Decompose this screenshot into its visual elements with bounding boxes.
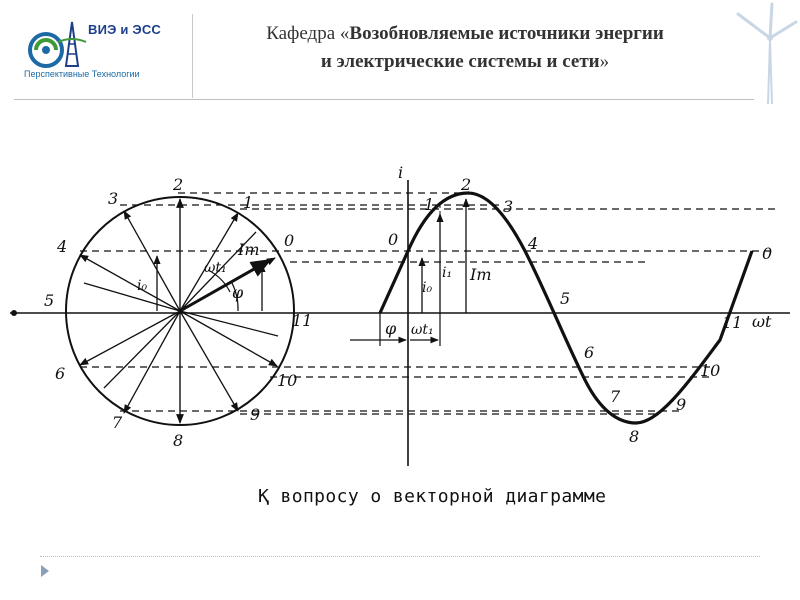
footer-rule xyxy=(40,556,760,557)
circle-label-11: 11 xyxy=(292,311,313,330)
circle-label-1: 1 xyxy=(243,193,254,212)
wind-turbine-icon xyxy=(728,0,800,104)
diagram-caption: Қ вопросу о векторной диаграмме xyxy=(258,486,607,507)
label-im-circle: Im xyxy=(238,240,260,259)
title-bold-line-2: и электрические системы и сети xyxy=(320,51,600,72)
label-i-axis: i xyxy=(398,163,404,182)
label-i0-wave: i₀ xyxy=(422,280,433,296)
circle-label-9: 9 xyxy=(250,405,261,424)
circle-label-4: 4 xyxy=(57,237,68,256)
title-bold-line-1: Возобновляемые источники энергии xyxy=(349,23,664,44)
wave-label-4: 4 xyxy=(528,234,539,253)
logo-subtitle: Перспективные Технологии xyxy=(24,69,140,79)
axis-origin-dot xyxy=(11,310,17,316)
title-prefix: Кафедра « xyxy=(266,23,350,44)
wave-label-0: 0 xyxy=(388,230,399,249)
page-title xyxy=(200,20,730,76)
label-phi-circle: φ xyxy=(232,283,244,302)
circle-label-3: 3 xyxy=(108,189,119,208)
wave-label-10: 10 xyxy=(700,361,721,380)
wave-label-0-end: 0 xyxy=(762,244,773,263)
circle-label-8: 8 xyxy=(173,431,184,450)
label-i1-wave: i₁ xyxy=(442,265,453,281)
wave-label-2: 2 xyxy=(461,175,472,194)
circle-label-7: 7 xyxy=(112,413,123,432)
circle-label-10: 10 xyxy=(277,371,298,390)
wave-point-labels xyxy=(385,175,772,446)
wave-label-6: 6 xyxy=(584,343,595,362)
logo-brand-text: ВИЭ и ЭСС xyxy=(88,22,162,37)
label-wt1-circle: ωt₁ xyxy=(204,260,227,276)
sine-wave-curve xyxy=(380,193,752,423)
wave-label-7: 7 xyxy=(610,387,621,406)
wave-label-11: 11 xyxy=(722,313,743,332)
circle-label-5: 5 xyxy=(44,291,55,310)
label-phi-wave: φ xyxy=(385,319,397,338)
wave-label-9: 9 xyxy=(676,395,687,414)
circle-label-6: 6 xyxy=(55,364,66,383)
label-i0-circle: i₀ xyxy=(137,278,148,294)
header-divider xyxy=(192,14,193,98)
title-suffix: » xyxy=(599,51,610,72)
header-rule xyxy=(14,99,754,100)
label-wt1-wave: ωt₁ xyxy=(411,322,434,338)
slide-header xyxy=(0,0,800,110)
circle-label-0: 0 xyxy=(284,231,295,250)
nav-arrow-icon[interactable] xyxy=(40,564,50,578)
wave-label-1: 1 xyxy=(424,195,435,214)
label-im-wave: Im xyxy=(470,265,492,284)
wave-label-8: 8 xyxy=(629,427,640,446)
circle-label-2: 2 xyxy=(173,175,184,194)
vector-diagram xyxy=(0,110,800,550)
wave-label-3: 3 xyxy=(503,197,514,216)
label-wt-axis: ωt xyxy=(752,312,772,331)
wave-label-5: 5 xyxy=(560,289,571,308)
